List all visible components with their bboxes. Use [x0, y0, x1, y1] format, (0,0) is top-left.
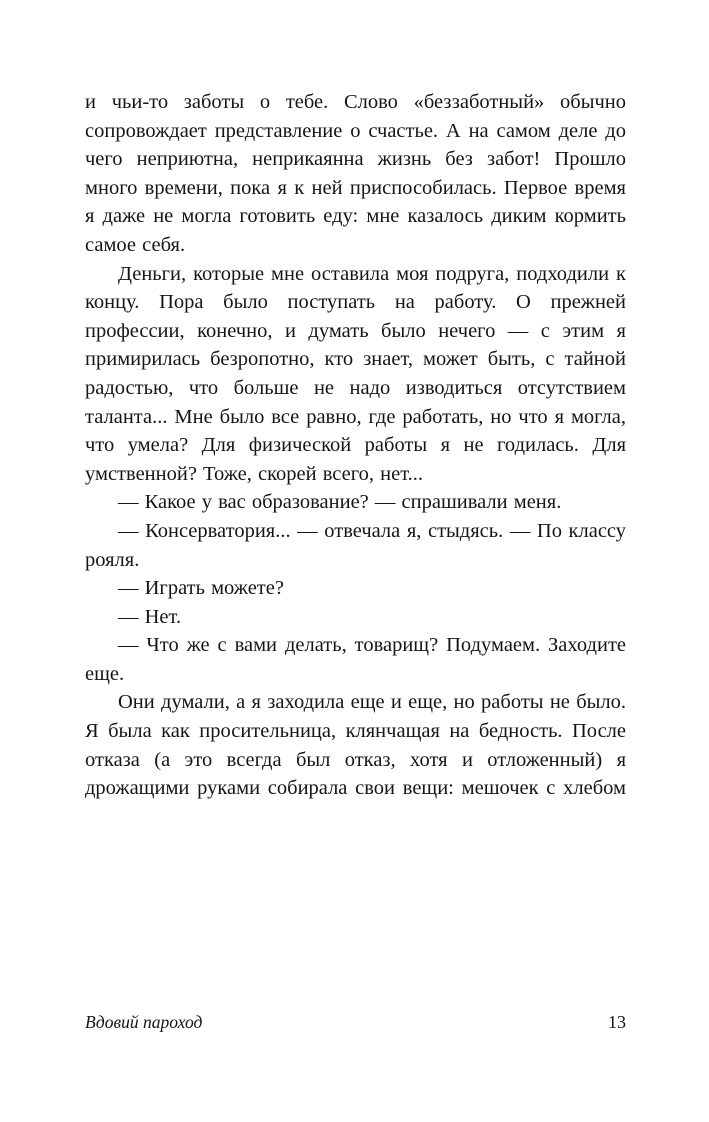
paragraph: — Какое у вас образование? — спрашивали меня. — [118, 491, 562, 514]
page-footer — [85, 1012, 626, 1033]
running-title: Вдовий пароход — [85, 1012, 203, 1032]
page-number: 13 — [608, 1012, 626, 1032]
paragraph: Деньги, которые мне оставила моя подруга, подходили к концу. Пора было поступать на работу. О прежней профессии, конечно, и думать было нечего — с этим я примирилась безропотно, кто знает, может быть, с тайной радостью, что больше не надо изводиться отсутствием таланта... Мне было все равно, где работать, но что я могла, что умела? Для физической работы я не годилась. Для умственной? Тоже, скорей всего, нет... — [85, 262, 626, 485]
paragraph: Они думали, а я заходила еще и еще, но работы не было. Я была как просительница, клянчащая на бедность. После отказа (а это всегда был отказ, хотя и отложенный) я дрожащими руками собирала свои вещи: мешочек с хлебом — [85, 691, 626, 800]
paragraph: — Нет. — [118, 605, 182, 628]
paragraph: — Консерватория... — отвечала я, стыдясь. — По классу рояля. — [85, 519, 626, 571]
paragraph: и чьи-то заботы о тебе. Слово «беззаботный» обычно сопровождает представление о счастье. А на самом деле до чего неприютна, неприкаянна жизнь без забот! Прошло много времени, пока я к ней приспособилась. Первое время я даже не могла готовить еду: мне казалось диким кормить самое себя. — [85, 91, 626, 256]
book-page-text — [85, 88, 626, 803]
paragraph: — Что же с вами делать, товарищ? Подумаем. Заходите еще. — [85, 634, 626, 685]
paragraph: — Играть можете? — [118, 577, 284, 600]
